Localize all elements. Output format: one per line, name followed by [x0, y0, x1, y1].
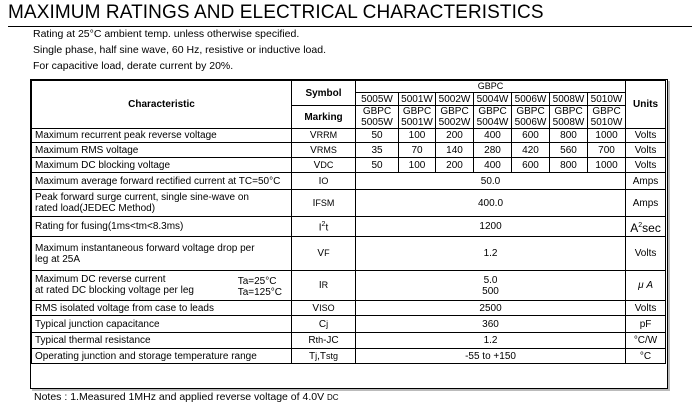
table-row — [32, 143, 666, 158]
value-cell: 280 — [474, 143, 512, 158]
unit-cell: μ A — [626, 271, 666, 301]
table-row — [32, 316, 666, 333]
unit-cell: Volts — [626, 129, 666, 143]
unit-cell: Volts — [626, 237, 666, 271]
table-row — [32, 333, 666, 349]
model-header: 5004W — [474, 93, 512, 106]
marking-cell: GBPC 5010W — [588, 106, 626, 129]
value-cell: 200 — [436, 129, 474, 143]
symbol-cell: VRRM — [292, 129, 356, 143]
symbol-header: Symbol — [292, 81, 356, 106]
symbol-cell: Tj,Tstg — [292, 349, 356, 364]
footnote-text: 1.Measured 1MHz and applied reverse voltage of 4.0V — [70, 391, 325, 403]
condition-label: Ta=25°C — [237, 275, 277, 287]
model-header: 5010W — [588, 93, 626, 106]
unit-cell: $A^2\sec$ — [626, 217, 666, 237]
value-cell: 400 — [474, 129, 512, 143]
value-cell: -55 to +150 — [356, 349, 626, 364]
unit-cell: Volts — [626, 158, 666, 173]
symbol-cell: VISO — [292, 301, 356, 316]
value-cell: 600 — [512, 129, 550, 143]
symbol-cell: IR — [292, 271, 356, 301]
symbol-cell: VDC — [292, 158, 356, 173]
value-cell: 70 — [399, 143, 436, 158]
value-cell: 50 — [356, 129, 399, 143]
value-cell: 560 — [550, 143, 588, 158]
value-cell: 700 — [588, 143, 626, 158]
model-header: 5001W — [399, 93, 436, 106]
value-cell: 1.2 — [356, 237, 626, 271]
unit-cell: °C/W — [626, 333, 666, 349]
footnote-unit: DC — [327, 393, 339, 402]
table-row — [32, 158, 666, 173]
value-cell: 1000 — [588, 158, 626, 173]
table-row — [32, 349, 666, 364]
marking-cell: GBPC 5002W — [436, 106, 474, 129]
value-cell: 140 — [436, 143, 474, 158]
characteristic-cell: Typical junction capacitance — [32, 316, 292, 333]
characteristic-cell: Operating junction and storage temperature range — [32, 349, 292, 364]
marking-header: Marking — [292, 106, 356, 129]
value-cell: 50 — [356, 158, 399, 173]
value-cell: 360 — [356, 316, 626, 333]
symbol-cell: VRMS — [292, 143, 356, 158]
characteristic-cell: Maximum recurrent peak reverse voltage — [32, 129, 292, 143]
value-cell: 800 — [550, 129, 588, 143]
footnote — [34, 391, 339, 403]
model-header: 5006W — [512, 93, 550, 106]
value-cell: 800 — [550, 158, 588, 173]
table-row — [32, 129, 666, 143]
value-cell: 400 — [474, 158, 512, 173]
table-row — [32, 301, 666, 316]
marking-cell: GBPC 5005W — [356, 106, 399, 129]
marking-cell: GBPC 5001W — [399, 106, 436, 129]
value-cell: 2500 — [356, 301, 626, 316]
value-cell: 1200 — [356, 217, 626, 237]
units-header: Units — [626, 81, 666, 129]
value-cell: 5.0 500 — [356, 271, 626, 301]
gbpc-group-header: GBPC — [356, 81, 626, 93]
page-title: MAXIMUM RATINGS AND ELECTRICAL CHARACTERISTICS — [8, 2, 544, 23]
table-row — [32, 173, 666, 190]
characteristic-cell: Maximum DC blocking voltage — [32, 158, 292, 173]
title-divider — [8, 26, 692, 27]
value-cell: 1.2 — [356, 333, 626, 349]
characteristic-header: Characteristic — [32, 81, 292, 129]
unit-cell: °C — [626, 349, 666, 364]
footnote-label: Notes : — [34, 391, 68, 403]
model-header: 5008W — [550, 93, 588, 106]
value-cell: 100 — [399, 129, 436, 143]
value-cell: 420 — [512, 143, 550, 158]
characteristic-cell: Maximum instantaneous forward voltage drop per leg at 25A — [32, 237, 292, 271]
model-header: 5005W — [356, 93, 399, 106]
symbol-cell: IFSM — [292, 190, 356, 217]
symbol-cell: IO — [292, 173, 356, 190]
ratings-table — [31, 80, 666, 364]
characteristic-cell: Maximum average forward rectified current at TC=50°C — [32, 173, 292, 190]
characteristic-cell: Rating for fusing(1ms<tm<8.3ms) — [32, 217, 292, 237]
value-cell: 400.0 — [356, 190, 626, 217]
rating-note-1: Rating at 25°C ambient temp. unless otherwise specified. — [33, 28, 300, 40]
value-cell: 35 — [356, 143, 399, 158]
unit-cell: Volts — [626, 143, 666, 158]
rating-note-2: Single phase, half sine wave, 60 Hz, resistive or inductive load. — [33, 44, 326, 56]
value-cell: 1000 — [588, 129, 626, 143]
model-header: 5002W — [436, 93, 474, 106]
table-row — [32, 190, 666, 217]
value-cell: 200 — [436, 158, 474, 173]
unit-cell: pF — [626, 316, 666, 333]
symbol-cell: Rth-JC — [292, 333, 356, 349]
value-cell: 100 — [399, 158, 436, 173]
marking-cell: GBPC 5008W — [550, 106, 588, 129]
condition-label: Ta=125°C — [237, 286, 282, 298]
symbol-cell: $I^2t$ — [292, 217, 356, 237]
characteristic-cell: RMS isolated voltage from case to leads — [32, 301, 292, 316]
characteristic-cell: Peak forward surge current, single sine-wave on rated load(JEDEC Method) — [32, 190, 292, 217]
rating-note-3: For capacitive load, derate current by 20%. — [33, 60, 234, 72]
value-cell: 50.0 — [356, 173, 626, 190]
table-row — [32, 217, 666, 237]
value-cell: 600 — [512, 158, 550, 173]
characteristic-cell: Maximum RMS voltage — [32, 143, 292, 158]
characteristic-cell: Typical thermal resistance — [32, 333, 292, 349]
table-row — [32, 271, 666, 301]
symbol-cell: Cj — [292, 316, 356, 333]
marking-cell: GBPC 5006W — [512, 106, 550, 129]
unit-cell: Volts — [626, 301, 666, 316]
table-row — [32, 237, 666, 271]
marking-cell: GBPC 5004W — [474, 106, 512, 129]
unit-cell: Amps — [626, 190, 666, 217]
characteristic-cell: Maximum DC reverse current at rated DC blocking voltage per leg Ta=25°C Ta=125°C — [32, 271, 292, 301]
unit-cell: Amps — [626, 173, 666, 190]
symbol-cell: VF — [292, 237, 356, 271]
